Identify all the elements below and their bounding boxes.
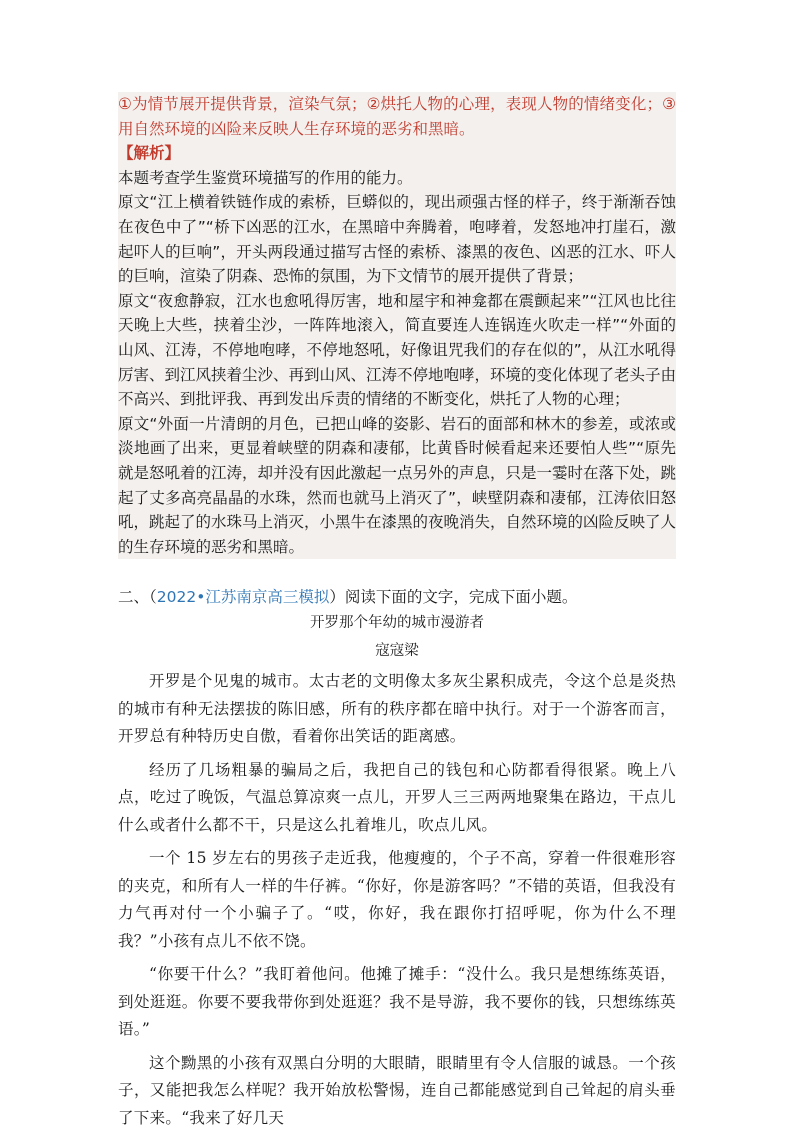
analysis-intro: 本题考查学生鉴赏环境描写的作用的能力。 [118,168,413,187]
section-suffix: ）阅读下面的文字，完成下面小题。 [329,588,578,606]
analysis-paragraph: 原文“夜愈静寂，江水也愈吼得厉害，地和屋宇和神龛都在震颤起来”“江风也比往天晚上大些，挟着尘沙，一阵阵地滚入，简直要连人连锅连火吹走一样”“外面的山风、江涛，不停地咆哮，不停地怒吼，好像诅咒我们的存在似的”，从江水吼得厉害、到江风挟着尘沙、再到山风、江涛不停地咆哮，环境的变化体现了老头子由不高兴、到批评我、再到发出斥责的情绪的不断变化，烘托了人物的心理； [118,291,677,409]
article-paragraph: 这个黝黑的小孩有双黑白分明的大眼睛，眼睛里有令人信服的诚恳。一个孩子，又能把我怎么样呢？我开始放松警惕，连自己都能感觉到自己耸起的肩头垂了下来。“我来了好几天 [118,1053,676,1127]
analysis-heading: 【解析】 [118,144,181,163]
analysis-paragraph: 原文“外面一片清朗的月色，已把山峰的姿影、岩石的面部和林木的参差，或浓或淡地画了出来，更显着峡壁的阴森和凄郁，比黄昏时候看起来还要怕人些”“原先就是怒吼着的江涛，却并没有因此激起一点另外的声息，只是一霎时在落下处，跳起了丈多高亮晶晶的水珠，然而也就马上消灭了”，峡壁阴森和凄郁，江涛依旧怒吼，跳起了的水珠马上消灭，小黑牛在漆黑的夜晚消失，自然环境的凶险反映了人的生存环境的恶劣和黑暗。 [118,414,677,556]
article-title: 开罗那个年幼的城市漫游者 [310,615,484,631]
section-prefix: 二、（ [118,588,157,606]
section-dot: • [196,588,206,606]
answer-analysis-block [118,92,676,559]
article [118,612,676,1138]
article-author: 寇寇梁 [375,643,419,659]
article-paragraph: 开罗是个见鬼的城市。太古老的文明像太多灰尘累积成壳，令这个总是炎热的城市有种无法摆拔的陈旧感，所有的秩序都在暗中执行。对于一个游客而言，开罗总有种特历史自傲，看着你出笑话的距离感。 [118,672,676,745]
article-paragraph: 经历了几场粗暴的骗局之后，我把自己的钱包和心防都看得很紧。晚上八点，吃过了晚饭，气温总算凉爽一点儿，开罗人三三两两地聚集在路边，干点儿什么或者什么都不干，只是这么扎着堆儿，吹点儿风。 [118,760,676,834]
section-source: 江苏南京高三模拟 [205,588,330,606]
section-year: 2022 [156,588,197,606]
section-header [118,585,678,609]
article-paragraph: 一个 15 岁左右的男孩子走近我，他瘦瘦的，个子不高，穿着一件很难形容的夹克，和所有人一样的牛仔裤。“你好，你是游客吗？”不错的英语，但我没有力气再对付一个小骗子了。“哎，你好，我在跟你打招呼呢，你为什么不理我？”小孩有点儿不依不饶。 [118,849,676,950]
analysis-paragraph: 原文“江上横着铁链作成的索桥，巨蟒似的，现出顽强古怪的样子，终于渐渐吞蚀在夜色中了”“桥下凶恶的江水，在黑暗中奔腾着，咆哮着，发怒地冲打崖石，激起吓人的巨响”，开头两段通过描写古怪的索桥、漆黑的夜色、凶恶的江水、吓人的巨响，渲染了阴森、恐怖的氛围，为下文情节的展开提供了背景； [118,193,676,286]
answer-text: ①为情节展开提供背景，渲染气氛；②烘托人物的心理，表现人物的情绪变化；③用自然环境的凶险来反映人生存环境的恶劣和黑暗。 [118,95,676,138]
article-paragraph: “你要干什么？”我盯着他问。他摊了摊手：“没什么。我只是想练练英语，到处逛逛。你要不要我带你到处逛逛？我不是导游，我不要你的钱，只想练练英语。” [118,965,676,1038]
